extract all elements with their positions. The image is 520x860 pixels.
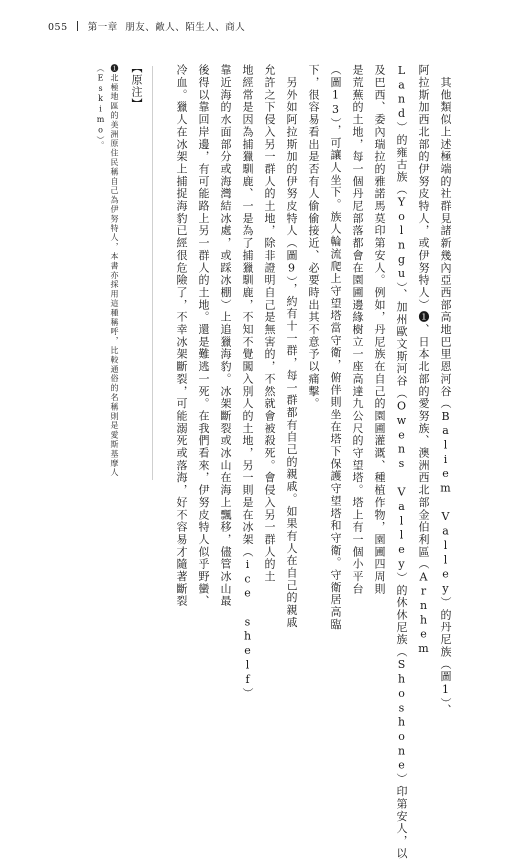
body-column: 允許之下侵入另一群人的土地，除非證明自己是無害的，不然就會被殺死。會侵入另一群人的土 [263,64,276,583]
chapter-label: 第一章 [87,22,118,33]
body-column: 是荒蕪的土地，每一個丹尼部落都會在園圃邊緣樹立一座高達九公尺的守望塔。塔上有一個小平台 [351,64,364,596]
body-column: 靠近海的水面部分或海灣結冰處，或踩冰棚）上追獵海豹。冰架斷裂或冰山在海上飄移，儘管冰山最 [219,64,232,608]
body-column: 地經常是因為捕獵馴鹿、一是為了捕獵馴鹿，不知不覺闖入別人的土地，另一則是在冰架（ice shelf） [241,64,254,700]
page-number: 055 [48,22,68,33]
body-column: 後得以靠回岸邊，有可能路上另一群人的土地。還是難逃一死。在我們看來，伊努皮特人似乎野蠻、 [197,64,210,608]
body-column: 下，很容易看出是否有人偷偷接近、必要時出其不意予以痛擊。 [307,64,320,410]
body-column: 冷血。獵人在冰架上捕捉海豹已經很危險了，不幸冰架斷裂，可能溺死或落海，好不容易才隨著斷裂 [175,64,188,608]
body-column: 另外如阿拉斯加的伊努皮特人（圖9），約有十一群，每一群都有自己的親戚。如果有人在自己的親戚 [285,64,298,629]
note-heading: 【原注】 [130,62,143,110]
body-column: 阿拉斯加西北部的伊努皮特人，或伊努特人）❶、日本北部的愛努族、澳洲西北部金伯利區（Arnhem [417,64,430,657]
note-line: ❶北極地區的美洲原住民稱自己為伊努特人，本書亦採用這種稱呼，比較通俗的名稱則是愛斯基摩人 [110,64,119,478]
note-line: （Eskimo）。 [96,64,105,151]
body-column: 及巴西、委內瑞拉的雅諾馬莫印第安人。例如，丹尼族在自己的園圃灌溉、種植作物，園圃四周則 [373,64,386,596]
body-column: 其他類似上述極端的社群見諸新幾內亞西部高地巴里恩河谷（Baliem Valley）的丹尼族（圖1）、 [439,64,452,717]
body-column: Land）的雍古族（Yolngu）、加州歐文斯河谷（Owens Valley）的休休尼族（Shoshone）印第安人，以 [395,64,408,860]
header-rule [77,21,78,31]
note-divider [152,66,153,480]
chapter-title: 朋友、敵人、陌生人、商人 [125,22,246,33]
running-header [48,19,460,33]
body-column: （圖13），可讓人坐下。族人輪流爬上守望塔當守衛，俯伴則坐在塔下保護守望塔和守衛。守衛居高臨 [329,64,342,631]
